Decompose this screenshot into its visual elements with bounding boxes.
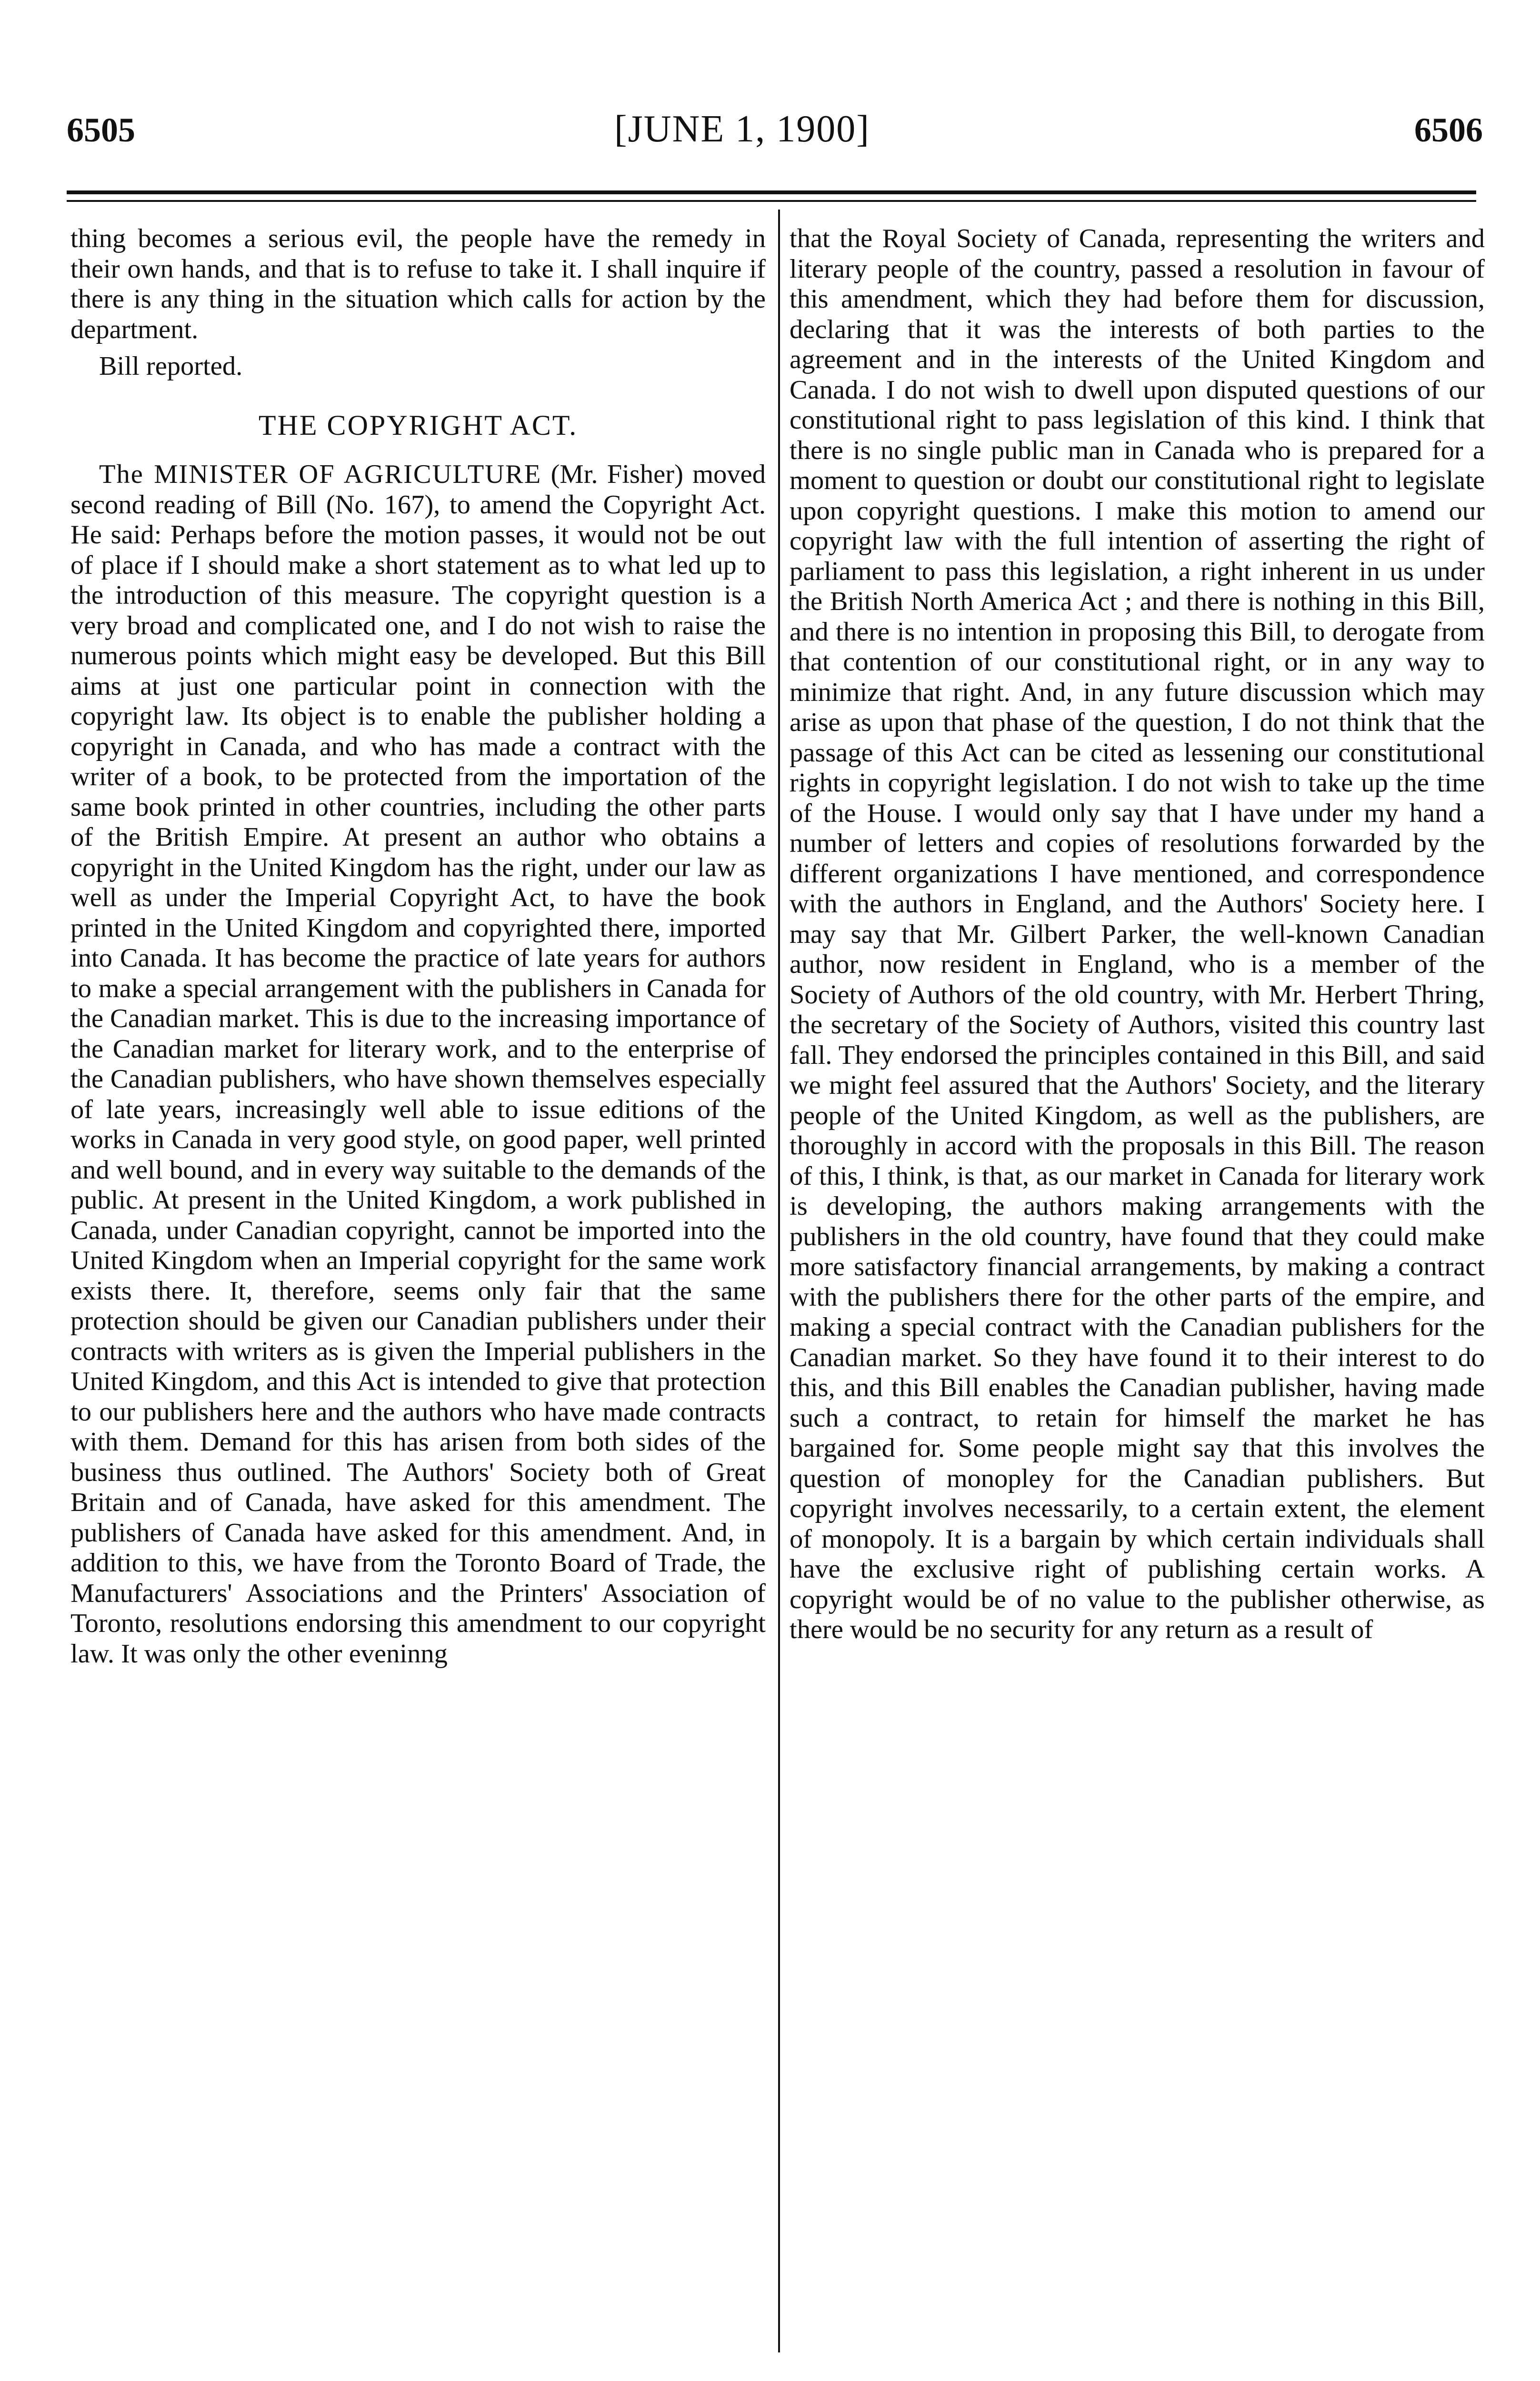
right-column	[790, 224, 1485, 1645]
speech-text: (Mr. Fisher) moved second reading of Bill (No. 167), to amend the Copyright Act. He said: Perhaps before the motion passes, it would not be out of place if I should make a short statement as to what led up to the introduction of this measure. The copyright question is a very broad and complicated one, and I do not wish to raise the numerous points which might easy be developed. But this Bill aims at just one particular point in connection with the copyright law. Its object is to enable the publisher holding a copyright in Canada, and who has made a contract with the writer of a book, to be protected from the importation of the same book printed in other countries, including the other parts of the British Empire. At present an author who obtains a copyright in the United Kingdom has the right, under our law as well as under the Imperial Copyright Act, to have the book printed in the United Kingdom and copyrighted there, imported into Canada. It has become the practice of late years for authors to make a special arrangement with the publishers in Canada for the Canadian market. This is due to the increasing importance of the Canadian market for literary work, and to the enterprise of the Canadian publishers, who have shown themselves especially of late years, increasingly well able to issue editions of the works in Canada in very good style, on good paper, well printed and well bound, and in every way suitable to the demands of the public. At present in the United Kingdom, a work published in Canada, under Canadian copyright, cannot be imported into the United Kingdom when an Imperial copyright for the same work exists there. It, therefore, seems only fair that the same protection should be given our Canadian publishers under their contracts with writers as is given the Imperial publishers in the United Kingdom, and this Act is intended to give that protection to our publishers here and the authors who have made contracts with them. Demand for this has arisen from both sides of the business thus outlined. The Authors' Society both of Great Britain and of Canada, have asked for this amendment. The publishers of Canada have asked for this amendment. And, in addition to this, we have from the Toronto Board of Trade, the Manufacturers' Associations and the Printers' Association of Toronto, resolutions endorsing this amendment to our copyright law. It was only the other eveninng	[70, 460, 766, 1669]
column-divider	[778, 210, 780, 2352]
left-paragraph-3	[70, 460, 766, 1669]
left-paragraph-1: thing becomes a serious evil, the people have the remedy in their own hands, and that is to refuse to take it. I shall inquire if there is any thing in the situation which calls for action by the department.	[70, 224, 766, 344]
section-title: THE COPYRIGHT ACT.	[258, 409, 578, 441]
header-rule-bottom	[67, 200, 1476, 202]
page-number-right: 6506	[1414, 111, 1483, 149]
left-column	[70, 224, 766, 1669]
header-rule-top	[67, 190, 1476, 194]
speaker-name: The MINISTER OF AGRICULTURE	[99, 460, 542, 489]
left-paragraph-2: Bill reported.	[99, 351, 243, 381]
page-number-left: 6505	[67, 111, 135, 149]
page-header	[0, 0, 1540, 190]
right-paragraph-1: that the Royal Society of Canada, representing the writers and literary people of the country, passed a resolution in favour of this amendment, which they had before them for discussion, declaring that it was the interests of both parties to the agreement and in the interests of the United Kingdom and Canada. I do not wish to dwell upon disputed questions of our constitutional right to pass legislation of this kind. I think that there is no single public man in Canada who is prepared for a moment to question or doubt our constitutional right to legislate upon copyright questions. I make this motion to amend our copyright law with the full intention of asserting the right of parliament to pass this legislation, a right inherent in us under the British North America Act ; and there is nothing in this Bill, and there is no intention in proposing this Bill, to derogate from that contention of our constitutional right, or in any way to minimize that right. And, in any future discussion which may arise as upon that phase of the question, I do not think that the passage of this Act can be cited as lessening our constitutional rights in copyright legislation. I do not wish to take up the time of the House. I would only say that I have under my hand a number of letters and copies of resolutions forwarded by the different organizations I have mentioned, and correspondence with the authors in England, and the Authors' Society here. I may say that Mr. Gilbert Parker, the well-known Canadian author, now resident in England, who is a member of the Society of Authors of the old country, with Mr. Herbert Thring, the secretary of the Society of Authors, visited this country last fall. They endorsed the principles contained in this Bill, and said we might feel assured that the Authors' Society, and the literary people of the United Kingdom, as well as the publishers, are thoroughly in accord with the proposals in this Bill. The reason of this, I think, is that, as our market in Canada for literary work is developing, the authors making arrangements with the publishers in the old country, have found that they could make more satisfactory financial arrangements, by making a contract with the publishers there for the other parts of the empire, and making a special contract with the Canadian publishers for the Canadian market. So they have found it to their interest to do this, and this Bill enables the Canadian publisher, having made such a contract, to retain for himself the market he has bargained for. Some people might say that this involves the question of monopley for the Canadian publishers. But copyright involves necessarily, to a certain extent, the element of monopoly. It is a bargain by which certain individuals shall have the exclusive right of publishing certain works. A copyright would be of no value to the publisher otherwise, as there would be no security for any return as a result of	[790, 224, 1485, 1644]
page-date: [JUNE 1, 1900]	[614, 108, 870, 150]
